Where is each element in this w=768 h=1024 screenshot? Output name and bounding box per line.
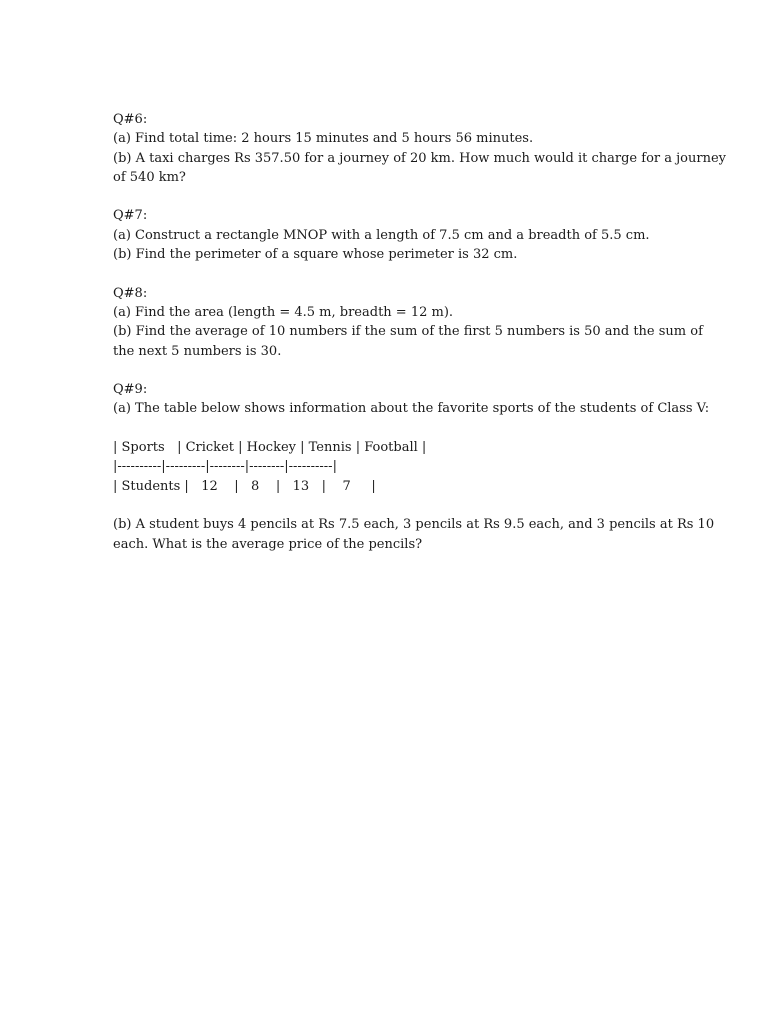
sports-table-header-row: | Sports | Cricket | Hockey | Tennis | Football | <box>113 440 427 456</box>
question-8-heading: Q#8: <box>113 285 148 301</box>
question-7-part-b: (b) Find the perimeter of a square whose perimeter is 32 cm. <box>113 247 518 263</box>
sports-table <box>113 438 673 496</box>
question-8 <box>113 284 703 361</box>
question-8-part-b-line-1: (b) Find the average of 10 numbers if the sum of the first 5 numbers is 50 and the sum of <box>113 324 703 340</box>
question-9-part-b <box>113 515 715 554</box>
sports-table-students-row: | Students | 12 | 8 | 13 | 7 | <box>113 478 376 494</box>
question-9-part-b-line-2: each. What is the average price of the pencils? <box>113 536 423 552</box>
question-8-part-a: (a) Find the area (length = 4.5 m, breadth = 12 m). <box>113 304 454 320</box>
question-9 <box>113 380 710 419</box>
question-6-part-b-line-1: (b) A taxi charges Rs 357.50 for a journey of 20 km. How much would it charge for a journey <box>113 150 726 166</box>
question-6 <box>113 110 726 187</box>
question-9-part-a: (a) The table below shows information about the favorite sports of the students of Class V: <box>113 401 710 417</box>
question-8-part-b-line-2: the next 5 numbers is 30. <box>113 343 282 359</box>
question-6-part-b-line-2: of 540 km? <box>113 169 186 185</box>
question-9-heading: Q#9: <box>113 382 148 398</box>
question-6-heading: Q#6: <box>113 112 148 127</box>
question-7 <box>113 206 673 264</box>
sports-table-separator-row: |----------|---------|--------|--------|----------| <box>113 459 337 475</box>
question-7-heading: Q#7: <box>113 208 148 224</box>
question-7-part-a: (a) Construct a rectangle MNOP with a length of 7.5 cm and a breadth of 5.5 cm. <box>113 227 650 243</box>
question-9-part-b-line-1: (b) A student buys 4 pencils at Rs 7.5 each, 3 pencils at Rs 9.5 each, and 3 pencils at Rs 10 <box>113 517 715 533</box>
question-6-part-a: (a) Find total time: 2 hours 15 minutes and 5 hours 56 minutes. <box>113 131 534 147</box>
page-content <box>113 110 726 573</box>
